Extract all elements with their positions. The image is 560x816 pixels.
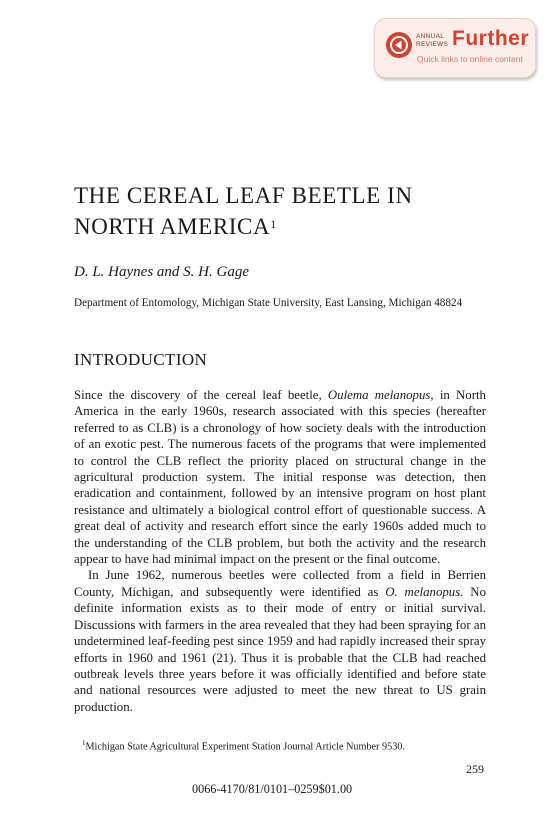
title-line-1: THE CEREAL LEAF BEETLE IN	[74, 183, 413, 208]
section-heading: INTRODUCTION	[74, 350, 208, 369]
title-footnote-mark: 1	[270, 217, 277, 231]
p1-text-start: Since the discovery of the cereal leaf beetle,	[74, 388, 328, 402]
article-title	[74, 180, 514, 242]
annual-reviews-further-badge[interactable]	[374, 18, 536, 78]
p2-species-name: O. melanopus.	[385, 584, 464, 599]
introduction-body	[74, 387, 486, 715]
footnote-text: Michigan State Agricultural Experiment Station Journal Article Number 9530.	[85, 741, 405, 753]
footnote	[82, 739, 405, 752]
footnote-mark: 1	[82, 739, 86, 747]
title-line-2: NORTH AMERICA	[74, 214, 271, 239]
badge-further-label: Further	[452, 27, 529, 50]
badge-reviews-label: REVIEWS	[416, 40, 449, 48]
p1-text-end: in North America in the early 1960s, research associated with this species (hereafter referred to as CLB) is a chronology of how society deals with the introduction of an exotic pest. The numerous facets of the programs that were implemented to control the CLB reflect the priority placed on structural change in the agricultural production system. The initial response was detection, then eradication and containment, followed by an intensive program on host plant resistance and ultimately a biological control effort of questionable success. A great deal of activity and research effort since the early 1960s added much to the understanding of the CLB problem, but both the activity and the research appear to have had minimal impact on the present or the final outcome.	[74, 388, 486, 567]
paragraph-1	[74, 387, 486, 567]
page-number: 259	[466, 762, 484, 776]
annual-reviews-logo-icon	[385, 31, 413, 59]
badge-annual-reviews-text	[416, 33, 448, 48]
p1-species-name: Oulema melanopus,	[327, 388, 434, 402]
article-authors: D. L. Haynes and S. H. Gage	[74, 264, 249, 280]
p2-text-end: No definite information exists as to their mode of entry or initial survival. Discussions with farmers in the area revealed that they had been spraying for an undetermined leaf-feeding pest since 1959 and had rapidly increased their spray efforts in 1960 and 1961 (21). Thus it is probable that the CLB had reached outbreak levels three years before it was officially identified and before state and national resources were adjusted to meet the new threat to US grain production.	[74, 584, 486, 714]
badge-quick-links-text: Quick links to online content	[417, 54, 523, 64]
article-identifier: 0066-4170/81/0101–0259$01.00	[192, 782, 353, 796]
paragraph-2	[74, 567, 486, 715]
badge-annual-label: ANNUAL	[416, 33, 445, 40]
author-affiliation: Department of Entomology, Michigan State University, East Lansing, Michigan 48824	[74, 297, 463, 309]
p2-text-start: In June 1962, numerous beetles were collected from a field in Berrien County, Michigan, and subsequently were identified as	[74, 568, 486, 599]
